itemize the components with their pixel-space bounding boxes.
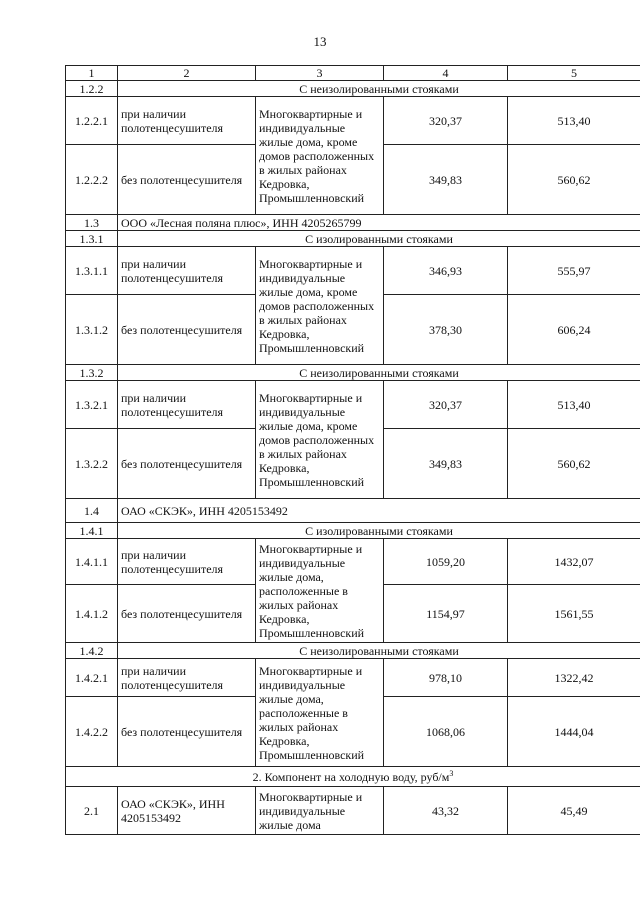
row-condition: без полотенцесушителя bbox=[118, 145, 256, 215]
row-code: 1.2.2 bbox=[66, 81, 118, 97]
row-code: 1.4.2.1 bbox=[66, 659, 118, 697]
section-title bbox=[66, 767, 640, 787]
row-value-4: 320,37 bbox=[384, 381, 508, 429]
row-description: Многоквартирные и индивидуальные жилые дома bbox=[256, 787, 384, 835]
row-code: 1.4 bbox=[66, 499, 118, 523]
section-row bbox=[66, 523, 640, 539]
row-value-5: 513,40 bbox=[508, 97, 640, 145]
row-value-5: 560,62 bbox=[508, 429, 640, 499]
row-value-5: 555,97 bbox=[508, 247, 640, 295]
row-value-4: 346,93 bbox=[384, 247, 508, 295]
header-col-3: 3 bbox=[256, 66, 384, 81]
table-row bbox=[66, 381, 640, 429]
row-value-5: 1444,04 bbox=[508, 697, 640, 767]
section-row bbox=[66, 365, 640, 381]
section-row bbox=[66, 81, 640, 97]
section-title: С неизолированными стояками bbox=[118, 81, 640, 97]
tariff-table bbox=[65, 65, 640, 835]
row-value-4: 43,32 bbox=[384, 787, 508, 835]
row-condition: при наличии полотенцесушителя bbox=[118, 659, 256, 697]
row-value-5: 606,24 bbox=[508, 295, 640, 365]
row-code: 1.2.2.1 bbox=[66, 97, 118, 145]
row-value-4: 1059,20 bbox=[384, 539, 508, 585]
row-code: 1.3.2.1 bbox=[66, 381, 118, 429]
header-col-5: 5 bbox=[508, 66, 640, 81]
org-name: ООО «Лесная поляна плюс», ИНН 4205265799 bbox=[118, 215, 640, 231]
row-condition: при наличии полотенцесушителя bbox=[118, 247, 256, 295]
table-row bbox=[66, 247, 640, 295]
header-col-4: 4 bbox=[384, 66, 508, 81]
org-row bbox=[66, 499, 640, 523]
row-code: 1.2.2.2 bbox=[66, 145, 118, 215]
row-description: Многоквартирные и индивидуальные жилые дома, кроме домов расположенных в жилых районах Кедровка, Промышленновский bbox=[256, 97, 384, 215]
row-value-5: 1561,55 bbox=[508, 585, 640, 643]
row-description: Многоквартирные и индивидуальные жилые дома, расположенные в жилых районах Кедровка, Промышленновский bbox=[256, 539, 384, 643]
table-row bbox=[66, 659, 640, 697]
row-description: Многоквартирные и индивидуальные жилые дома, кроме домов расположенных в жилых районах Кедровка, Промышленновский bbox=[256, 247, 384, 365]
row-code: 1.3.2.2 bbox=[66, 429, 118, 499]
row-code: 1.3.1.1 bbox=[66, 247, 118, 295]
row-description: Многоквартирные и индивидуальные жилые дома, расположенные в жилых районах Кедровка, Промышленновский bbox=[256, 659, 384, 767]
section-title: С неизолированными стояками bbox=[118, 365, 640, 381]
row-code: 1.3 bbox=[66, 215, 118, 231]
row-value-5: 513,40 bbox=[508, 381, 640, 429]
org-row bbox=[66, 215, 640, 231]
row-value-4: 1154,97 bbox=[384, 585, 508, 643]
row-condition: при наличии полотенцесушителя bbox=[118, 97, 256, 145]
row-condition: без полотенцесушителя bbox=[118, 697, 256, 767]
row-condition: при наличии полотенцесушителя bbox=[118, 381, 256, 429]
row-value-4: 349,83 bbox=[384, 429, 508, 499]
header-col-2: 2 bbox=[118, 66, 256, 81]
header-row bbox=[66, 66, 640, 81]
row-value-4: 1068,06 bbox=[384, 697, 508, 767]
table-row bbox=[66, 97, 640, 145]
row-value-4: 320,37 bbox=[384, 97, 508, 145]
table-row bbox=[66, 787, 640, 835]
unit-superscript: 3 bbox=[449, 768, 454, 778]
row-value-5: 560,62 bbox=[508, 145, 640, 215]
row-code: 1.3.1.2 bbox=[66, 295, 118, 365]
row-value-5: 1322,42 bbox=[508, 659, 640, 697]
table-row bbox=[66, 539, 640, 585]
section-row bbox=[66, 767, 640, 787]
header-col-1: 1 bbox=[66, 66, 118, 81]
section-title: С изолированными стояками bbox=[118, 523, 640, 539]
row-condition: без полотенцесушителя bbox=[118, 429, 256, 499]
row-code: 1.4.1.1 bbox=[66, 539, 118, 585]
row-code: 1.3.2 bbox=[66, 365, 118, 381]
section-row bbox=[66, 231, 640, 247]
row-condition: без полотенцесушителя bbox=[118, 295, 256, 365]
row-value-4: 378,30 bbox=[384, 295, 508, 365]
row-value-4: 978,10 bbox=[384, 659, 508, 697]
section-title: С изолированными стояками bbox=[118, 231, 640, 247]
row-code: 1.4.2 bbox=[66, 643, 118, 659]
row-organization: ОАО «СКЭК», ИНН 4205153492 bbox=[118, 787, 256, 835]
row-description: Многоквартирные и индивидуальные жилые дома, кроме домов расположенных в жилых районах Кедровка, Промышленновский bbox=[256, 381, 384, 499]
page-number: 13 bbox=[313, 34, 327, 49]
row-code: 1.4.1.2 bbox=[66, 585, 118, 643]
section-title: С неизолированными стояками bbox=[118, 643, 640, 659]
org-name: ОАО «СКЭК», ИНН 4205153492 bbox=[118, 499, 640, 523]
row-condition: без полотенцесушителя bbox=[118, 585, 256, 643]
row-code: 2.1 bbox=[66, 787, 118, 835]
row-value-5: 45,49 bbox=[508, 787, 640, 835]
section-row bbox=[66, 643, 640, 659]
row-value-4: 349,83 bbox=[384, 145, 508, 215]
row-code: 1.4.1 bbox=[66, 523, 118, 539]
row-value-5: 1432,07 bbox=[508, 539, 640, 585]
section-title-text: 2. Компонент на холодную воду, руб/м bbox=[252, 769, 450, 784]
row-condition: при наличии полотенцесушителя bbox=[118, 539, 256, 585]
row-code: 1.4.2.2 bbox=[66, 697, 118, 767]
row-code: 1.3.1 bbox=[66, 231, 118, 247]
